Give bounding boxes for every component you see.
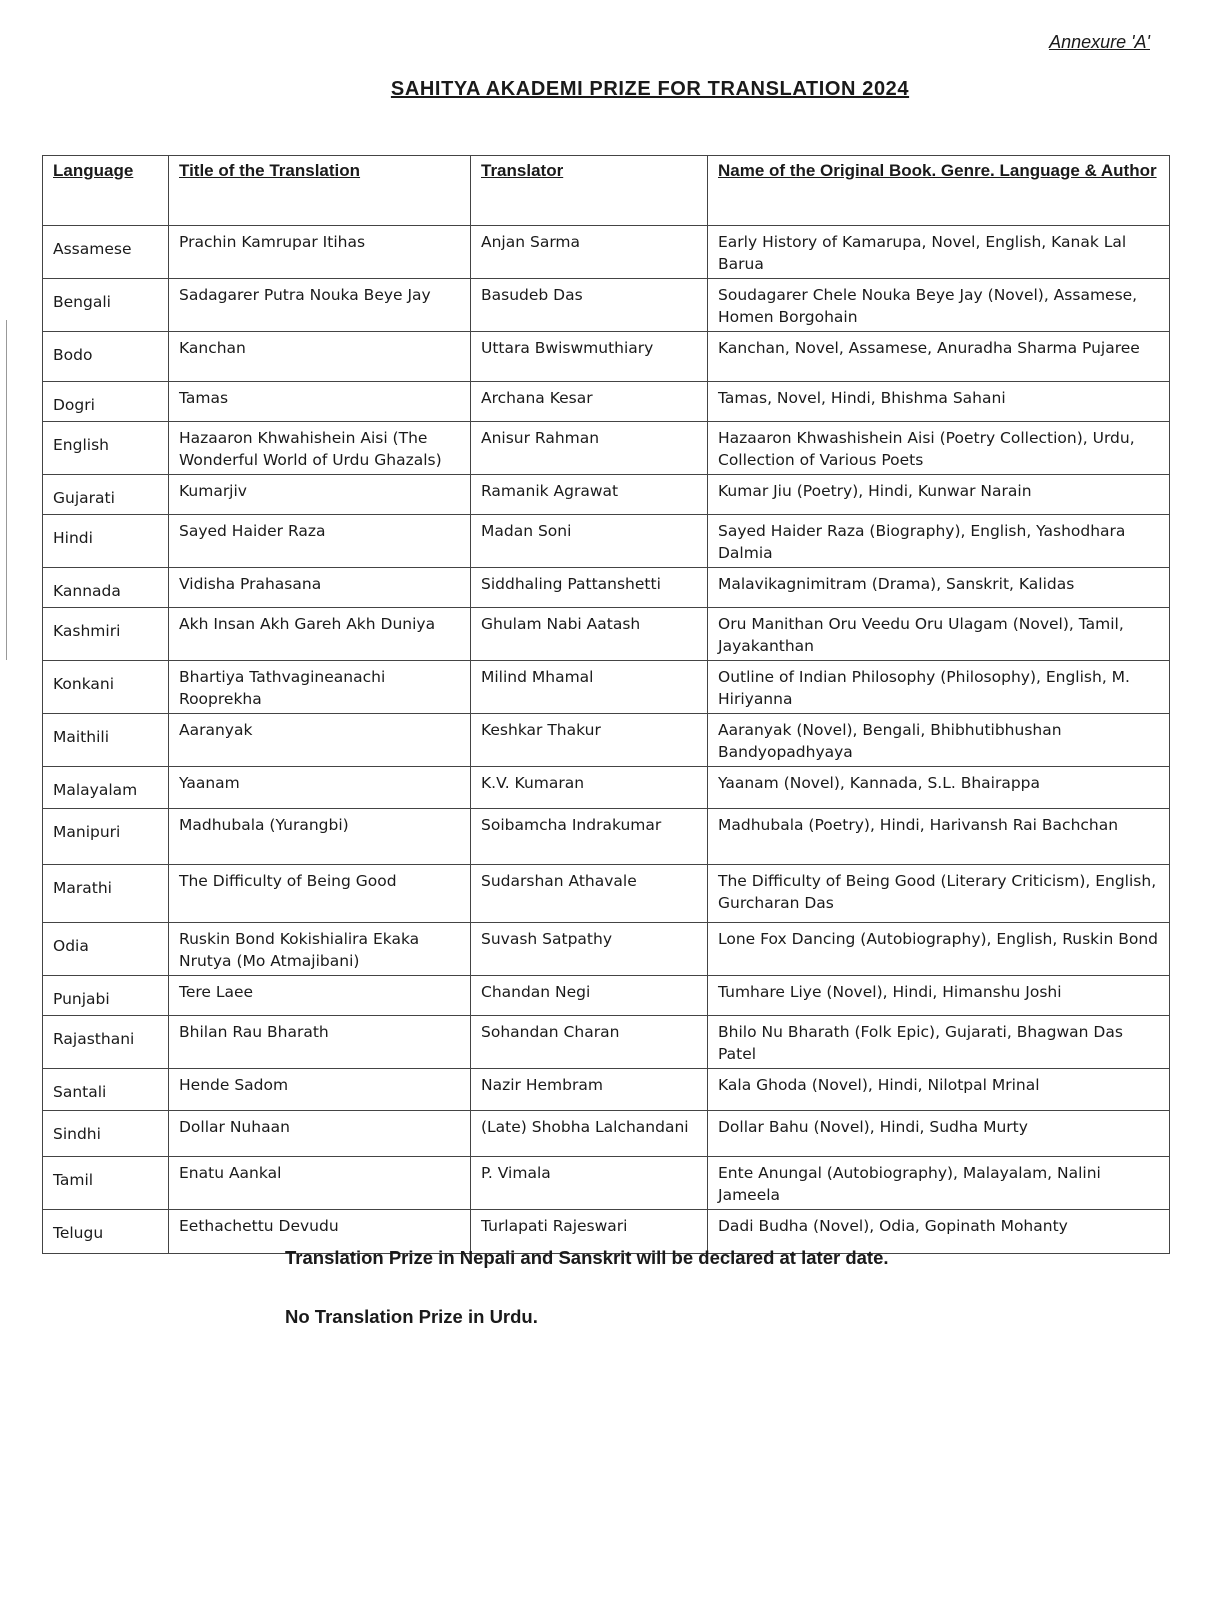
cell-language: Maithili bbox=[43, 714, 169, 767]
cell-translation-title: The Difficulty of Being Good bbox=[169, 865, 471, 923]
cell-translation-title: Prachin Kamrupar Itihas bbox=[169, 226, 471, 279]
table-row bbox=[43, 515, 1170, 568]
cell-original-book: Dadi Budha (Novel), Odia, Gopinath Mohanty bbox=[708, 1210, 1170, 1254]
cell-language: English bbox=[43, 422, 169, 475]
cell-language: Bengali bbox=[43, 279, 169, 332]
cell-translation-title: Yaanam bbox=[169, 767, 471, 809]
table-row bbox=[43, 714, 1170, 767]
table-row bbox=[43, 279, 1170, 332]
cell-translation-title: Tere Laee bbox=[169, 976, 471, 1016]
cell-translator: Ramanik Agrawat bbox=[471, 475, 708, 515]
cell-translator: Madan Soni bbox=[471, 515, 708, 568]
cell-translator: Sohandan Charan bbox=[471, 1016, 708, 1069]
cell-original-book: Tumhare Liye (Novel), Hindi, Himanshu Joshi bbox=[708, 976, 1170, 1016]
table-row bbox=[43, 422, 1170, 475]
cell-original-book: Yaanam (Novel), Kannada, S.L. Bhairappa bbox=[708, 767, 1170, 809]
cell-language: Kannada bbox=[43, 568, 169, 608]
table-row bbox=[43, 1016, 1170, 1069]
translation-prize-table bbox=[42, 155, 1170, 1254]
cell-language: Bodo bbox=[43, 332, 169, 382]
cell-translation-title: Bhilan Rau Bharath bbox=[169, 1016, 471, 1069]
cell-original-book: Dollar Bahu (Novel), Hindi, Sudha Murty bbox=[708, 1111, 1170, 1157]
table-row bbox=[43, 1069, 1170, 1111]
cell-translator: Milind Mhamal bbox=[471, 661, 708, 714]
cell-translator: Basudeb Das bbox=[471, 279, 708, 332]
cell-translator: Sudarshan Athavale bbox=[471, 865, 708, 923]
header-translator: Translator bbox=[471, 156, 708, 226]
cell-translation-title: Enatu Aankal bbox=[169, 1157, 471, 1210]
cell-original-book: Lone Fox Dancing (Autobiography), English, Ruskin Bond bbox=[708, 923, 1170, 976]
cell-original-book: Sayed Haider Raza (Biography), English, Yashodhara Dalmia bbox=[708, 515, 1170, 568]
cell-language: Telugu bbox=[43, 1210, 169, 1254]
cell-translator: Turlapati Rajeswari bbox=[471, 1210, 708, 1254]
table-row bbox=[43, 608, 1170, 661]
table-row bbox=[43, 661, 1170, 714]
cell-translator: Suvash Satpathy bbox=[471, 923, 708, 976]
table-row bbox=[43, 226, 1170, 279]
cell-original-book: Oru Manithan Oru Veedu Oru Ulagam (Novel), Tamil, Jayakanthan bbox=[708, 608, 1170, 661]
cell-translator: (Late) Shobha Lalchandani bbox=[471, 1111, 708, 1157]
cell-language: Odia bbox=[43, 923, 169, 976]
table-row bbox=[43, 382, 1170, 422]
cell-translator: Anisur Rahman bbox=[471, 422, 708, 475]
table-row bbox=[43, 865, 1170, 923]
cell-language: Santali bbox=[43, 1069, 169, 1111]
cell-original-book: The Difficulty of Being Good (Literary Criticism), English, Gurcharan Das bbox=[708, 865, 1170, 923]
cell-language: Assamese bbox=[43, 226, 169, 279]
cell-original-book: Aaranyak (Novel), Bengali, Bhibhutibhushan Bandyopadhyaya bbox=[708, 714, 1170, 767]
cell-translation-title: Ruskin Bond Kokishialira Ekaka Nrutya (Mo Atmajibani) bbox=[169, 923, 471, 976]
page-title: SAHITYA AKADEMI PRIZE FOR TRANSLATION 2024 bbox=[390, 78, 910, 100]
table-row bbox=[43, 1157, 1170, 1210]
cell-translator: Soibamcha Indrakumar bbox=[471, 809, 708, 865]
cell-language: Konkani bbox=[43, 661, 169, 714]
cell-translation-title: Kanchan bbox=[169, 332, 471, 382]
table-header-row bbox=[43, 156, 1170, 226]
cell-translation-title: Hazaaron Khwahishein Aisi (The Wonderful World of Urdu Ghazals) bbox=[169, 422, 471, 475]
cell-original-book: Kala Ghoda (Novel), Hindi, Nilotpal Mrinal bbox=[708, 1069, 1170, 1111]
cell-translator: K.V. Kumaran bbox=[471, 767, 708, 809]
cell-language: Punjabi bbox=[43, 976, 169, 1016]
cell-translator: Ghulam Nabi Aatash bbox=[471, 608, 708, 661]
cell-language: Kashmiri bbox=[43, 608, 169, 661]
table-row bbox=[43, 767, 1170, 809]
table-row bbox=[43, 809, 1170, 865]
cell-original-book: Kanchan, Novel, Assamese, Anuradha Sharma Pujaree bbox=[708, 332, 1170, 382]
cell-translator: Archana Kesar bbox=[471, 382, 708, 422]
cell-translation-title: Aaranyak bbox=[169, 714, 471, 767]
cell-translator: Keshkar Thakur bbox=[471, 714, 708, 767]
header-original-book: Name of the Original Book. Genre. Language & Author bbox=[708, 156, 1170, 226]
cell-original-book: Bhilo Nu Bharath (Folk Epic), Gujarati, Bhagwan Das Patel bbox=[708, 1016, 1170, 1069]
cell-language: Malayalam bbox=[43, 767, 169, 809]
cell-original-book: Outline of Indian Philosophy (Philosophy), English, M. Hiriyanna bbox=[708, 661, 1170, 714]
cell-language: Rajasthani bbox=[43, 1016, 169, 1069]
note-urdu: No Translation Prize in Urdu. bbox=[285, 1306, 538, 1327]
cell-original-book: Soudagarer Chele Nouka Beye Jay (Novel), Assamese, Homen Borgohain bbox=[708, 279, 1170, 332]
cell-original-book: Early History of Kamarupa, Novel, English, Kanak Lal Barua bbox=[708, 226, 1170, 279]
header-title: Title of the Translation bbox=[169, 156, 471, 226]
cell-language: Marathi bbox=[43, 865, 169, 923]
cell-translator: Siddhaling Pattanshetti bbox=[471, 568, 708, 608]
cell-translation-title: Dollar Nuhaan bbox=[169, 1111, 471, 1157]
cell-translator: Uttara Bwiswmuthiary bbox=[471, 332, 708, 382]
cell-original-book: Kumar Jiu (Poetry), Hindi, Kunwar Narain bbox=[708, 475, 1170, 515]
cell-translator: Anjan Sarma bbox=[471, 226, 708, 279]
cell-original-book: Tamas, Novel, Hindi, Bhishma Sahani bbox=[708, 382, 1170, 422]
cell-translator: P. Vimala bbox=[471, 1157, 708, 1210]
cell-translation-title: Vidisha Prahasana bbox=[169, 568, 471, 608]
cell-language: Hindi bbox=[43, 515, 169, 568]
cell-original-book: Ente Anungal (Autobiography), Malayalam, Nalini Jameela bbox=[708, 1157, 1170, 1210]
cell-translation-title: Sadagarer Putra Nouka Beye Jay bbox=[169, 279, 471, 332]
table-row bbox=[43, 1111, 1170, 1157]
note-nepali-sanskrit: Translation Prize in Nepali and Sanskrit will be declared at later date. bbox=[285, 1247, 889, 1268]
table-row bbox=[43, 568, 1170, 608]
cell-original-book: Malavikagnimitram (Drama), Sanskrit, Kalidas bbox=[708, 568, 1170, 608]
cell-translation-title: Eethachettu Devudu bbox=[169, 1210, 471, 1254]
cell-translation-title: Hende Sadom bbox=[169, 1069, 471, 1111]
header-language: Language bbox=[43, 156, 169, 226]
cell-language: Manipuri bbox=[43, 809, 169, 865]
cell-translator: Chandan Negi bbox=[471, 976, 708, 1016]
cell-translation-title: Tamas bbox=[169, 382, 471, 422]
cell-translator: Nazir Hembram bbox=[471, 1069, 708, 1111]
cell-translation-title: Akh Insan Akh Gareh Akh Duniya bbox=[169, 608, 471, 661]
table-row bbox=[43, 923, 1170, 976]
table-row bbox=[43, 332, 1170, 382]
cell-language: Tamil bbox=[43, 1157, 169, 1210]
cell-language: Dogri bbox=[43, 382, 169, 422]
cell-language: Gujarati bbox=[43, 475, 169, 515]
table-row bbox=[43, 976, 1170, 1016]
table-row bbox=[43, 475, 1170, 515]
cell-language: Sindhi bbox=[43, 1111, 169, 1157]
cell-original-book: Hazaaron Khwashishein Aisi (Poetry Collection), Urdu, Collection of Various Poets bbox=[708, 422, 1170, 475]
cell-translation-title: Kumarjiv bbox=[169, 475, 471, 515]
cell-original-book: Madhubala (Poetry), Hindi, Harivansh Rai Bachchan bbox=[708, 809, 1170, 865]
cell-translation-title: Madhubala (Yurangbi) bbox=[169, 809, 471, 865]
cell-translation-title: Sayed Haider Raza bbox=[169, 515, 471, 568]
annexure-label: Annexure 'A' bbox=[1049, 32, 1150, 52]
cell-translation-title: Bhartiya Tathvagineanachi Rooprekha bbox=[169, 661, 471, 714]
page-edge-mark bbox=[6, 320, 7, 660]
